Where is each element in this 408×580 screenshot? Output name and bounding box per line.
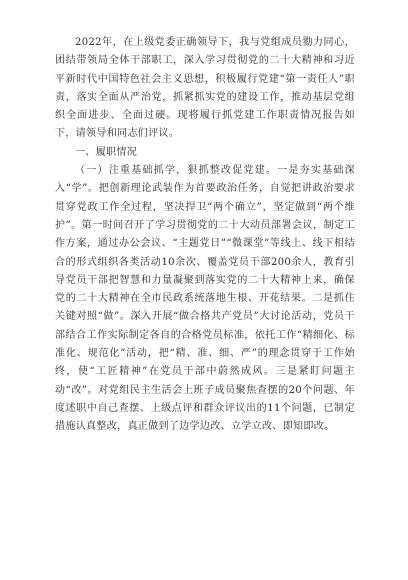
section-heading: 一、履职情况 (75, 146, 138, 158)
subsection-body: 一是夯实基础深入“学”。把创新理论武装作为首要政治任务，自觉把讲政治要求贯穿党政工作全过程，坚决捍卫“两个确立”，坚定做到“两个维护”。第一时间召开了学习贯彻党的二十大动员部署会议，制定工作方案，通过办公会议、“主题党日”“微课堂”等线上、线下相结合的形式组织各类活动10余次、覆盖党员干部200余人，教育引导党员干部把智慧和力量凝聚到落实党的二十大精神上来，确保党的二十大精神在全市民政系统落地生根、开花结果。二是抓住关键对照“做”。深入开展“做合格共产党员”大讨论活动，党员干部结合工作实际制定各自的合格党员标准，依托工作“精细化、标准化、规范化”活动，把“精、准、细、严”的理念贯穿于工作始终，使“工匠精神”在党员干部中蔚然成风。三是紧盯问题主动“改”。对党组民主生活会上班子成员聚焦查摆的20个问题、年度述职中自己查摆、上级点评和群众评议出的11个问题，已制定措施认真整改，真正做到了边学边改、立学立改、即知即改。 (55, 165, 355, 433)
subsection-title: （一）注重基础抓学，狠抓整改促党建。 (75, 165, 278, 177)
subsection-paragraph (55, 162, 355, 436)
document-page (55, 34, 355, 437)
intro-paragraph: 2022年，在上级党委正确领导下，我与党组成员勠力同心，团结带领局全体干部职工，深入学习贯彻党的二十大精神和习近平新时代中国特色社会主义思想，积极履行党建“第一责任人”职责，落实全面从严治党，抓紧抓实党的建设工作，推动基层党组织全面进步、全面过硬。现将履行抓党建工作职责情况报告如下，请领导和同志们评议。 (55, 37, 355, 140)
